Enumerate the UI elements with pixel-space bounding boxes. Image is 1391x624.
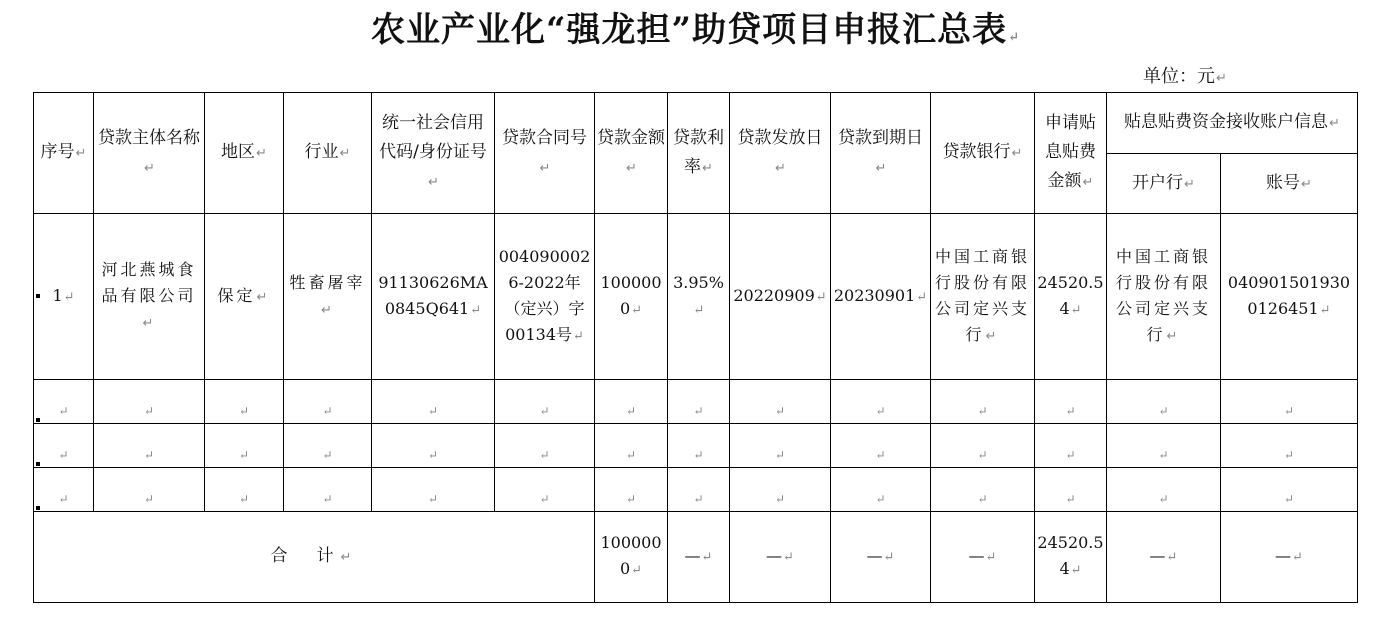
document-title: 农业产业化“强龙担”助贷项目申报汇总表↵ bbox=[370, 10, 1021, 50]
header-region: 地区↵ bbox=[205, 93, 284, 214]
total-account-no: —↵ bbox=[1221, 512, 1358, 603]
cell-region: 保定↵ bbox=[205, 214, 284, 380]
cell-open-bank: 中国工商银行股份有限公司定兴支行↵ bbox=[1107, 214, 1221, 380]
empty-cell: ↵ bbox=[831, 468, 931, 512]
summary-table bbox=[33, 92, 1358, 603]
cell-due-date: 20230901↵ bbox=[831, 214, 931, 380]
empty-cell: ↵ bbox=[1221, 468, 1358, 512]
total-due-date: —↵ bbox=[831, 512, 931, 603]
header-subsidy-amount: 申请贴息贴费金额↵ bbox=[1035, 93, 1107, 214]
empty-cell: ↵ bbox=[1035, 424, 1107, 468]
empty-cell: ↵ bbox=[495, 424, 595, 468]
empty-cell: ↵ bbox=[284, 468, 372, 512]
row-bullet-marker bbox=[36, 462, 40, 466]
header-account-no: 账号↵ bbox=[1221, 154, 1358, 214]
cell-bank: 中国工商银行股份有限公司定兴支行↵ bbox=[931, 214, 1035, 380]
empty-cell: ↵ bbox=[1107, 424, 1221, 468]
empty-cell: ↵ bbox=[284, 380, 372, 424]
cell-industry: 牲畜屠宰↵ bbox=[284, 214, 372, 380]
cell-credit-code: 91130626MA0845Q641↵ bbox=[372, 214, 495, 380]
cell-seq: 1↵ bbox=[34, 214, 94, 380]
header-open-bank: 开户行↵ bbox=[1107, 154, 1221, 214]
empty-cell: ↵ bbox=[595, 380, 668, 424]
total-label: 合 计↵ bbox=[34, 512, 595, 603]
empty-cell: ↵ bbox=[730, 380, 831, 424]
total-subsidy-amount: 24520.54↵ bbox=[1035, 512, 1107, 603]
empty-cell: ↵ bbox=[730, 424, 831, 468]
empty-cell: ↵ bbox=[730, 468, 831, 512]
empty-cell: ↵ bbox=[372, 468, 495, 512]
empty-cell: ↵ bbox=[595, 424, 668, 468]
cell-account-no: 0409015019300126451↵ bbox=[1221, 214, 1358, 380]
empty-row bbox=[34, 424, 1358, 468]
unit-label: 单位：元↵ bbox=[1143, 66, 1227, 87]
header-bank: 贷款银行↵ bbox=[931, 93, 1035, 214]
empty-cell: ↵ bbox=[831, 424, 931, 468]
header-industry: 行业↵ bbox=[284, 93, 372, 214]
total-bank: —↵ bbox=[931, 512, 1035, 603]
empty-cell: ↵ bbox=[931, 468, 1035, 512]
empty-cell: ↵ bbox=[931, 380, 1035, 424]
empty-cell: ↵ bbox=[1035, 380, 1107, 424]
cell-rate: 3.95%↵ bbox=[668, 214, 730, 380]
total-amount: 1000000↵ bbox=[595, 512, 668, 603]
empty-cell: ↵ bbox=[668, 424, 730, 468]
empty-cell: ↵ bbox=[495, 380, 595, 424]
total-issue-date: —↵ bbox=[730, 512, 831, 603]
header-credit-code: 统一社会信用代码/身份证号↵ bbox=[372, 93, 495, 214]
header-row bbox=[34, 93, 1358, 154]
empty-cell: ↵ bbox=[372, 380, 495, 424]
row-bullet-marker bbox=[36, 506, 40, 510]
empty-cell: ↵ bbox=[205, 468, 284, 512]
total-open-bank: —↵ bbox=[1107, 512, 1221, 603]
cell-issue-date: 20220909↵ bbox=[730, 214, 831, 380]
empty-cell: ↵ bbox=[284, 424, 372, 468]
cell-subsidy-amount: 24520.54↵ bbox=[1035, 214, 1107, 380]
empty-cell: ↵ bbox=[34, 380, 94, 424]
empty-cell: ↵ bbox=[205, 424, 284, 468]
empty-cell: ↵ bbox=[34, 424, 94, 468]
empty-cell: ↵ bbox=[94, 468, 205, 512]
empty-cell: ↵ bbox=[495, 468, 595, 512]
header-contract-no: 贷款合同号↵ bbox=[495, 93, 595, 214]
header-issue-date: 贷款发放日↵ bbox=[730, 93, 831, 214]
empty-cell: ↵ bbox=[372, 424, 495, 468]
row-bullet-marker bbox=[36, 418, 40, 422]
empty-cell: ↵ bbox=[1107, 380, 1221, 424]
total-rate: —↵ bbox=[668, 512, 730, 603]
empty-row bbox=[34, 380, 1358, 424]
row-bullet-marker bbox=[36, 294, 40, 298]
empty-cell: ↵ bbox=[668, 468, 730, 512]
total-row bbox=[34, 512, 1358, 603]
empty-cell: ↵ bbox=[205, 380, 284, 424]
header-rate: 贷款利率↵ bbox=[668, 93, 730, 214]
empty-cell: ↵ bbox=[831, 380, 931, 424]
header-due-date: 贷款到期日↵ bbox=[831, 93, 931, 214]
empty-cell: ↵ bbox=[668, 380, 730, 424]
empty-cell: ↵ bbox=[1221, 380, 1358, 424]
cell-borrower: 河北燕城食品有限公司↵ bbox=[94, 214, 205, 380]
header-account-info: 贴息贴费资金接收账户信息↵ bbox=[1107, 93, 1358, 154]
header-seq: 序号↵ bbox=[34, 93, 94, 214]
table-row bbox=[34, 214, 1358, 380]
empty-cell: ↵ bbox=[34, 468, 94, 512]
empty-cell: ↵ bbox=[94, 380, 205, 424]
header-amount: 贷款金额↵ bbox=[595, 93, 668, 214]
empty-cell: ↵ bbox=[931, 424, 1035, 468]
empty-cell: ↵ bbox=[1035, 468, 1107, 512]
empty-row bbox=[34, 468, 1358, 512]
cell-amount: 1000000↵ bbox=[595, 214, 668, 380]
empty-cell: ↵ bbox=[1221, 424, 1358, 468]
empty-cell: ↵ bbox=[94, 424, 205, 468]
header-borrower: 贷款主体名称↵ bbox=[94, 93, 205, 214]
cell-contract-no: 0040900026-2022年（定兴）字 00134号↵ bbox=[495, 214, 595, 380]
empty-cell: ↵ bbox=[595, 468, 668, 512]
empty-cell: ↵ bbox=[1107, 468, 1221, 512]
